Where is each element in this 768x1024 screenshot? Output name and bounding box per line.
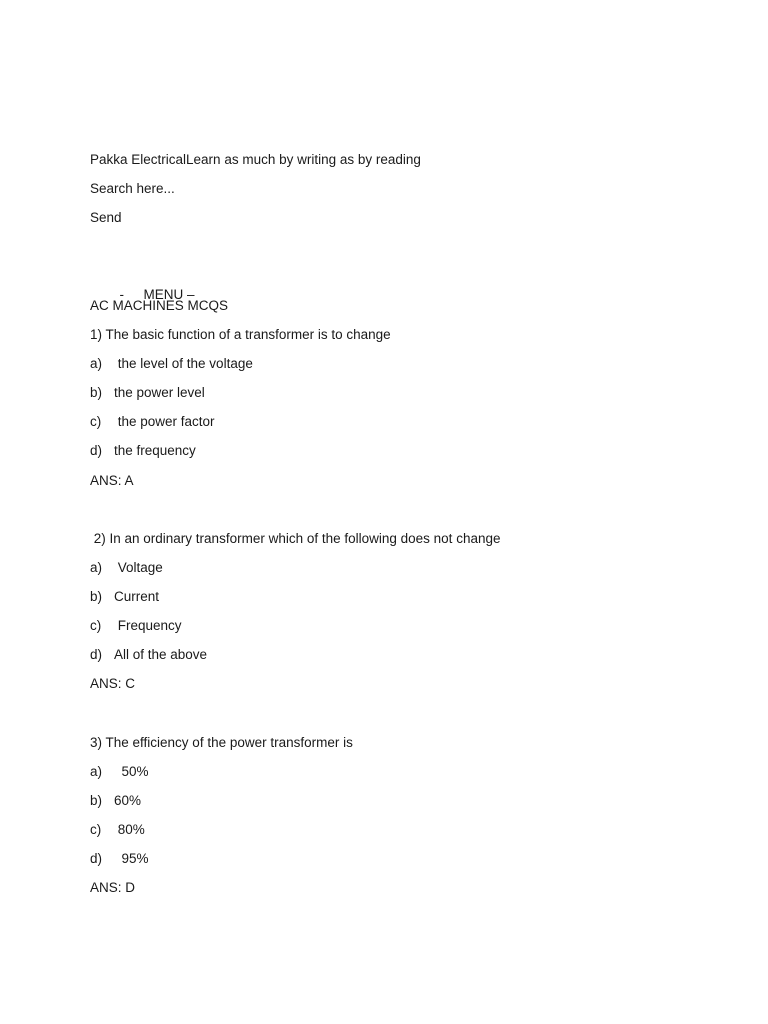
- option-text: the power level: [114, 385, 205, 400]
- question-3: 3) The efficiency of the power transformer is: [90, 735, 353, 750]
- option-letter: d): [90, 851, 103, 866]
- option-letter: a): [90, 560, 103, 575]
- question-3-answer: ANS: D: [90, 880, 136, 895]
- question-1-option-d: [90, 442, 196, 460]
- option-text: Current: [114, 589, 160, 604]
- question-1-answer: ANS: A: [90, 473, 134, 488]
- option-text: Voltage: [114, 560, 163, 575]
- menu-bullet: -: [119, 287, 125, 302]
- menu-label: MENU –: [143, 287, 195, 302]
- question-1-option-b: [90, 384, 205, 402]
- option-letter: a): [90, 356, 103, 371]
- question-2-option-d: [90, 646, 207, 664]
- question-2-answer: ANS: C: [90, 676, 136, 691]
- option-letter: d): [90, 443, 103, 458]
- option-letter: a): [90, 764, 103, 779]
- question-1: 1) The basic function of a transformer is to change: [90, 327, 391, 342]
- option-text: the power factor: [114, 414, 215, 429]
- question-3-option-d: [90, 850, 149, 868]
- search-input[interactable]: Search here...: [90, 181, 175, 196]
- option-letter: d): [90, 647, 103, 662]
- option-letter: c): [90, 618, 102, 633]
- site-title: Pakka ElectricalLearn as much by writing as by reading: [90, 152, 421, 167]
- option-letter: b): [90, 589, 103, 604]
- question-3-option-c: [90, 821, 145, 839]
- option-text: the level of the voltage: [114, 356, 253, 371]
- option-letter: b): [90, 385, 103, 400]
- question-2: 2) In an ordinary transformer which of the following does not change: [90, 531, 501, 546]
- option-text: All of the above: [114, 647, 208, 662]
- option-text: 50%: [114, 764, 149, 779]
- option-letter: b): [90, 793, 103, 808]
- option-text: 80%: [114, 822, 145, 837]
- option-letter: c): [90, 822, 102, 837]
- section-title: AC MACHINES MCQS: [90, 298, 229, 313]
- question-3-option-b: [90, 792, 141, 810]
- question-1-option-a: [90, 355, 253, 373]
- question-2-option-b: [90, 588, 159, 606]
- option-text: the frequency: [114, 443, 196, 458]
- option-letter: c): [90, 414, 102, 429]
- option-text: Frequency: [114, 618, 182, 633]
- question-1-option-c: [90, 413, 215, 431]
- question-2-option-c: [90, 617, 182, 635]
- question-2-option-a: [90, 559, 163, 577]
- option-text: 60%: [114, 793, 142, 808]
- option-text: 95%: [114, 851, 149, 866]
- send-button[interactable]: Send: [90, 210, 122, 225]
- question-3-option-a: [90, 763, 149, 781]
